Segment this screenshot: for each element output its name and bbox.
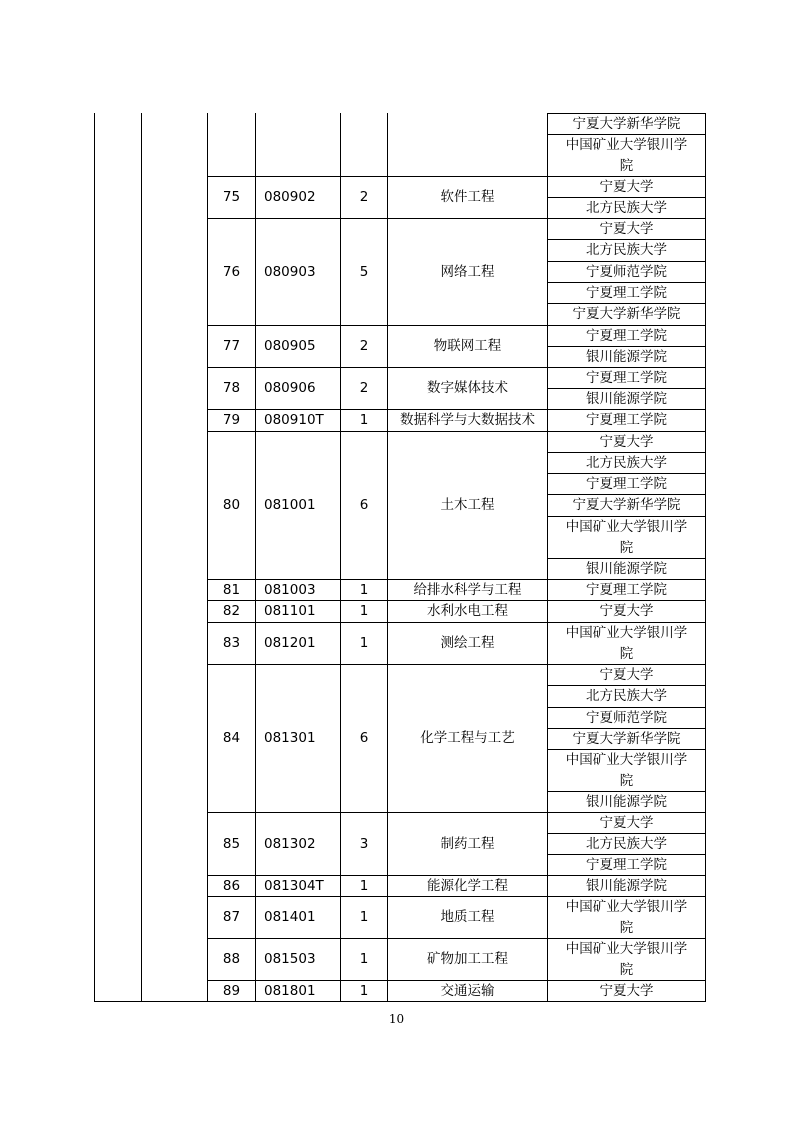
school-cell: 银川能源学院 <box>586 348 667 365</box>
school-count: 5 <box>359 263 369 280</box>
row-number: 78 <box>222 380 241 396</box>
school-cell: 宁夏理工学院 <box>586 369 667 386</box>
table-rule-v <box>340 113 341 1002</box>
major-code: 080906 <box>264 380 316 396</box>
school-cell: 宁夏理工学院 <box>586 475 667 492</box>
school-cell: 宁夏理工学院 <box>586 856 667 873</box>
school-cell: 宁夏师范学院 <box>586 709 667 726</box>
school-cell: 宁夏师范学院 <box>586 263 667 280</box>
school-count: 6 <box>359 730 369 746</box>
row-number: 87 <box>222 909 241 925</box>
school-cell: 宁夏大学新华学院 <box>572 497 681 513</box>
major-code: 081401 <box>264 909 316 925</box>
school-cell: 宁夏大学新华学院 <box>572 306 681 322</box>
school-count: 1 <box>359 635 369 651</box>
major-code: 080902 <box>264 189 316 205</box>
major-name: 数据科学与大数据技术 <box>400 412 535 428</box>
school-cell: 宁夏理工学院 <box>586 327 667 344</box>
major-name: 化学工程与工艺 <box>420 730 515 746</box>
school-count: 1 <box>359 877 369 894</box>
major-name: 物联网工程 <box>433 338 502 354</box>
row-number: 85 <box>222 835 241 852</box>
row-number: 82 <box>222 603 241 619</box>
school-cell: 宁夏大学 <box>599 178 654 195</box>
major-name: 交通运输 <box>440 982 495 999</box>
table-rule-v <box>387 113 388 1002</box>
school-cell: 银川能源学院 <box>586 793 667 810</box>
school-cell: 宁夏大学新华学院 <box>572 115 681 132</box>
school-cell: 中国矿业大学银川学院 <box>565 624 688 662</box>
major-name: 能源化学工程 <box>427 877 508 894</box>
major-code: 081801 <box>264 982 316 999</box>
row-number: 83 <box>222 635 241 651</box>
school-cell: 宁夏大学新华学院 <box>572 730 681 747</box>
table-rule-v <box>255 113 256 1002</box>
school-count: 1 <box>359 909 369 925</box>
school-cell: 宁夏大学 <box>599 603 654 619</box>
school-cell: 中国矿业大学银川学院 <box>565 136 688 174</box>
school-count: 2 <box>359 380 369 396</box>
major-name: 软件工程 <box>440 189 495 205</box>
major-code: 081304T <box>264 877 324 894</box>
school-cell: 北方民族大学 <box>586 454 667 471</box>
major-name: 地质工程 <box>440 909 495 925</box>
row-number: 77 <box>222 338 241 354</box>
school-cell: 宁夏大学 <box>599 220 654 237</box>
major-name: 矿物加工工程 <box>427 951 508 967</box>
major-code: 080903 <box>264 263 316 280</box>
major-name: 水利水电工程 <box>427 603 508 619</box>
school-cell: 北方民族大学 <box>586 242 667 258</box>
school-count: 3 <box>359 835 369 852</box>
school-cell: 宁夏理工学院 <box>586 284 667 301</box>
school-cell: 中国矿业大学银川学院 <box>565 898 688 936</box>
school-count: 1 <box>359 951 369 967</box>
row-number: 81 <box>222 581 241 598</box>
table-rule-v <box>705 113 706 1002</box>
major-code: 081101 <box>264 603 316 619</box>
school-cell: 宁夏理工学院 <box>586 581 667 598</box>
table-rule-v <box>141 113 142 1002</box>
school-count: 1 <box>359 982 369 999</box>
major-code: 081001 <box>264 497 316 513</box>
row-number: 79 <box>222 412 241 428</box>
major-name: 数字媒体技术 <box>427 380 508 396</box>
major-code: 081201 <box>264 635 316 651</box>
school-cell: 宁夏理工学院 <box>586 412 667 428</box>
school-cell: 宁夏大学 <box>599 666 654 683</box>
school-cell: 宁夏大学 <box>599 433 654 450</box>
school-count: 1 <box>359 581 369 598</box>
major-code: 080905 <box>264 338 316 354</box>
school-cell: 银川能源学院 <box>586 560 667 577</box>
table-rule-v <box>94 113 95 1002</box>
school-cell: 银川能源学院 <box>586 390 667 407</box>
row-number: 84 <box>222 730 241 746</box>
major-code: 080910T <box>264 412 324 428</box>
major-name: 网络工程 <box>440 263 495 280</box>
school-count: 6 <box>359 497 369 513</box>
page-number: 10 <box>388 1012 405 1026</box>
school-count: 1 <box>359 412 369 428</box>
table-rule-v <box>547 113 548 1002</box>
school-count: 1 <box>359 603 369 619</box>
school-cell: 中国矿业大学银川学院 <box>565 518 688 556</box>
school-cell: 北方民族大学 <box>586 688 667 704</box>
school-cell: 银川能源学院 <box>586 877 667 894</box>
major-code: 081302 <box>264 835 316 852</box>
school-count: 2 <box>359 338 369 354</box>
row-number: 89 <box>222 982 241 999</box>
row-number: 86 <box>222 877 241 894</box>
row-number: 88 <box>222 951 241 967</box>
school-cell: 北方民族大学 <box>586 835 667 852</box>
major-code: 081503 <box>264 951 316 967</box>
school-cell: 中国矿业大学银川学院 <box>565 940 688 978</box>
row-number: 80 <box>222 497 241 513</box>
table-rule-h <box>94 1001 706 1002</box>
school-cell: 中国矿业大学银川学院 <box>565 751 688 789</box>
major-code: 081003 <box>264 581 316 598</box>
major-name: 土木工程 <box>440 497 495 513</box>
major-code: 081301 <box>264 730 316 746</box>
school-cell: 宁夏大学 <box>599 814 654 831</box>
school-cell: 北方民族大学 <box>586 199 667 216</box>
major-name: 制药工程 <box>440 835 495 852</box>
row-number: 76 <box>222 263 241 280</box>
major-name: 给排水科学与工程 <box>413 581 522 598</box>
school-cell: 宁夏大学 <box>599 982 654 999</box>
major-name: 测绘工程 <box>440 635 495 651</box>
row-number: 75 <box>222 189 241 205</box>
table-rule-v <box>207 113 208 1002</box>
school-count: 2 <box>359 189 369 205</box>
